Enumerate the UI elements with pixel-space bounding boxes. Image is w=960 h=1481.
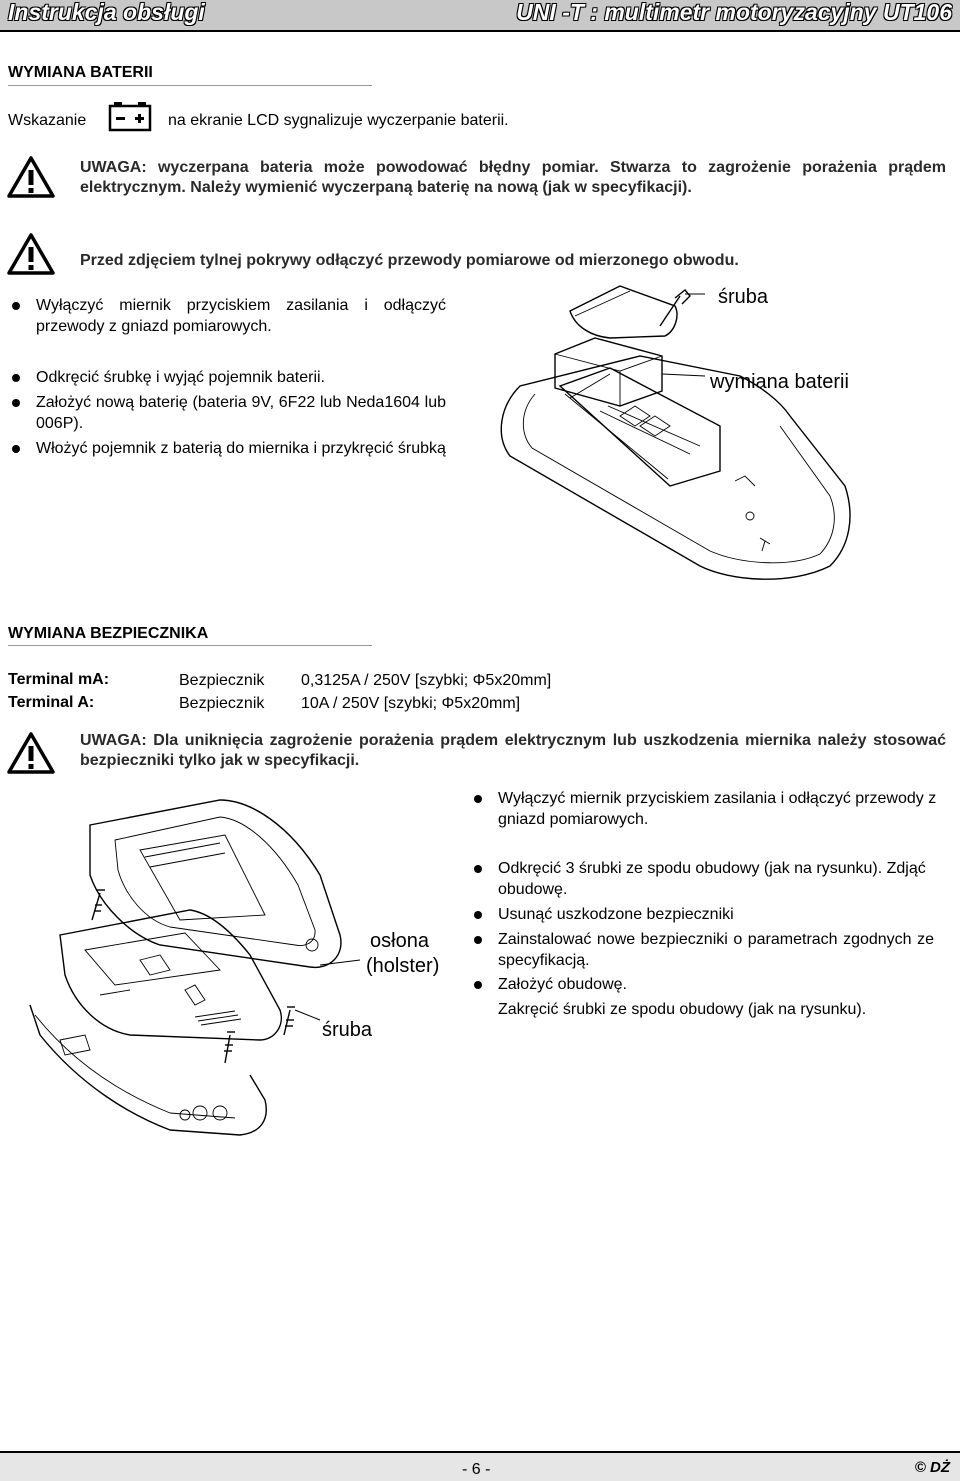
fuse-replacement-figure [20,795,380,1170]
screw-label: śruba [322,1019,373,1041]
copyright: © DŻ [914,1459,950,1476]
indicator-prefix: Wskazanie [8,112,87,129]
battery-step: Założyć nową baterię (bateria 9V, 6F22 lub Neda1604 lub 006P). [12,392,446,434]
bullet-icon [12,302,20,310]
fuse-spec: 10A / 250V [szybki; Φ5x20mm] [301,695,521,712]
fuse-part-label: Bezpiecznik [179,695,265,712]
fuse-step: Usunąć uszkodzone bezpieczniki [474,904,960,925]
fuse-step-continuation: Zakręcić śrubki ze spodu obudowy (jak na rysunku). [498,1001,867,1018]
page-header [0,0,960,32]
warning-triangle-icon [6,232,56,281]
bullet-icon [12,374,20,382]
battery-section-title: WYMIANA BATERII [8,64,153,81]
fuse-section-title: WYMIANA BEZPIECZNIKA [8,625,209,642]
section-divider [8,645,372,646]
fuse-step: Zainstalować nowe bezpieczniki o parametrach zgodnych ze specyfikacją. [474,929,934,971]
battery-indicator-icon [108,100,152,137]
warning-triangle-icon [6,155,56,204]
battery-replacement-label: wymiana baterii [710,371,849,393]
disconnect-warning-text: Przed zdjęciem tylnej pokrywy odłączyć przewody pomiarowe od mierzonego obwodu. [80,252,739,269]
device-title: UNI -T : multimetr motoryzacyjny UT106 [516,0,952,25]
screw-label: śruba [718,286,769,308]
holster-label: osłona [370,930,429,952]
warning-triangle-icon [6,731,56,780]
fuse-step: Odkręcić 3 śrubki ze spodu obudowy (jak na rysunku). Zdjąć obudowę. [474,858,960,900]
section-divider [8,85,372,86]
bullet-icon [12,445,20,453]
bullet-icon [474,981,482,989]
manual-title: Instrukcja obsługi [8,0,205,25]
bullet-icon [474,865,482,873]
bullet-icon [12,399,20,407]
fuse-part-label: Bezpiecznik [179,672,265,689]
battery-warning-text: UWAGA: wyczerpana bateria może powodować błędny pomiar. Stwarza to zagrożenie porażenia prądem elektrycznym. Należy wymienić wyczerpaną baterię na nową (jak w specyfikacji). [80,159,946,196]
battery-step: Odkręcić śrubkę i wyjąć pojemnik baterii. [12,367,446,388]
page-footer [0,1451,960,1481]
fuse-warning-text: UWAGA: Dla uniknięcia zagrożenie porażenia prądem elektrycznym lub uszkodzenia miernika należy stosować bezpieczniki tylko jak w specyfikacji. [80,732,946,769]
fuse-terminal-label: Terminal A: [8,694,95,711]
fuse-terminal-label: Terminal mA: [8,671,110,688]
bullet-icon [474,795,482,803]
holster-label-sub: (holster) [366,955,440,977]
battery-step: Wyłączyć miernik przyciskiem zasilania i odłączyć przewody z gniazd pomiarowych. [12,295,446,337]
bullet-icon [474,911,482,919]
battery-replacement-figure [490,276,860,591]
fuse-step: Wyłączyć miernik przyciskiem zasilania i odłączyć przewody z gniazd pomiarowych. [474,788,960,830]
fuse-spec: 0,3125A / 250V [szybki; Φ5x20mm] [301,672,552,689]
battery-step: Włożyć pojemnik z baterią do miernika i przykręcić śrubką [12,438,446,459]
bullet-icon [474,936,482,944]
page-number: - 6 - [462,1461,491,1478]
indicator-suffix: na ekranie LCD sygnalizuje wyczerpanie baterii. [168,112,509,129]
fuse-step: Założyć obudowę. [474,974,960,995]
